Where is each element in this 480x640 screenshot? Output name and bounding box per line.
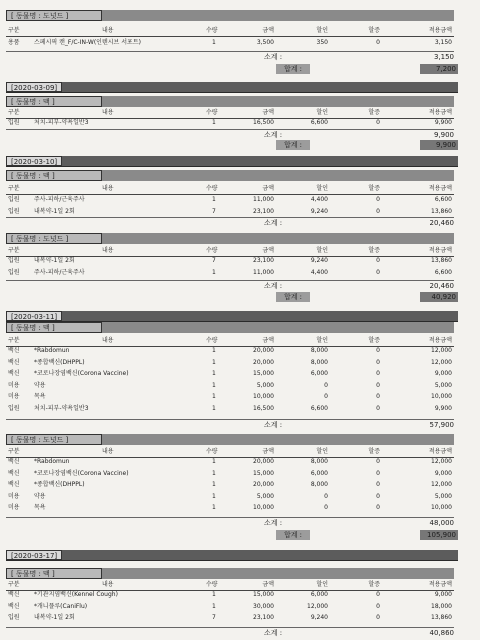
item-amount: 20,000 bbox=[253, 481, 274, 488]
item-qty: 7 bbox=[212, 614, 216, 621]
item-final: 13,860 bbox=[431, 207, 452, 215]
line-item-row bbox=[6, 492, 454, 502]
animal-name-bar bbox=[6, 96, 454, 107]
animal-name-bar bbox=[6, 434, 454, 445]
item-qty: 1 bbox=[212, 393, 216, 400]
item-name: 약용 bbox=[34, 492, 46, 500]
date-label: [2020-03-11] bbox=[6, 311, 62, 321]
header-name: 내용 bbox=[102, 247, 114, 254]
item-discount: 9,240 bbox=[310, 257, 328, 264]
header-name: 내용 bbox=[102, 109, 114, 116]
header-qty: 수량 bbox=[206, 109, 218, 116]
line-item-row bbox=[6, 404, 454, 414]
item-final: 13,860 bbox=[431, 257, 452, 264]
line-item-row bbox=[6, 346, 454, 356]
item-final: 9,900 bbox=[434, 119, 452, 126]
item-name: *Rabdomun bbox=[34, 347, 70, 354]
header-final: 적용금액 bbox=[428, 27, 452, 34]
item-type: 백신 bbox=[8, 602, 20, 610]
item-amount: 15,000 bbox=[253, 591, 274, 598]
header-name: 내용 bbox=[102, 448, 114, 455]
header-discount: 할인 bbox=[316, 448, 328, 455]
item-name: *종합백신(DHPPL) bbox=[34, 358, 85, 366]
item-name: 주사-피하/근육주사 bbox=[34, 268, 85, 276]
subtotal-label: 소계 : bbox=[264, 421, 283, 429]
subtotal-value: 40,860 bbox=[429, 629, 454, 637]
header-final: 적용금액 bbox=[428, 109, 452, 116]
header-discount: 할인 bbox=[316, 185, 328, 192]
line-item-row bbox=[6, 613, 454, 623]
item-amount: 10,000 bbox=[253, 393, 274, 400]
item-amount: 30,000 bbox=[253, 602, 274, 610]
header-type: 구분 bbox=[8, 247, 20, 254]
header-final: 적용금액 bbox=[428, 337, 452, 344]
header-surcharge: 할증 bbox=[368, 27, 380, 34]
header-discount: 할인 bbox=[316, 247, 328, 254]
header-final: 적용금액 bbox=[428, 581, 452, 588]
item-final: 12,000 bbox=[431, 481, 452, 488]
item-amount: 5,000 bbox=[256, 381, 274, 389]
item-name: 내복약-1일 2회 bbox=[34, 207, 75, 215]
item-name: 내복약-1일 2회 bbox=[34, 614, 75, 621]
item-surcharge: 0 bbox=[376, 268, 380, 276]
line-item-row bbox=[6, 195, 454, 205]
subtotal-value: 3,150 bbox=[433, 53, 454, 61]
header-type: 구분 bbox=[8, 337, 20, 344]
item-amount: 16,500 bbox=[253, 119, 274, 126]
item-type: 미용 bbox=[8, 492, 20, 500]
item-discount: 12,000 bbox=[307, 602, 328, 610]
date-label: [2020-03-09] bbox=[6, 82, 62, 92]
item-qty: 1 bbox=[212, 196, 216, 203]
header-amount: 금액 bbox=[262, 27, 274, 34]
header-discount: 할인 bbox=[316, 337, 328, 344]
item-amount: 16,500 bbox=[253, 404, 274, 412]
item-type: 백신 bbox=[8, 469, 20, 477]
item-amount: 20,000 bbox=[253, 347, 274, 354]
item-qty: 1 bbox=[212, 119, 216, 126]
animal-name-label: [ 동물명 : 맥 ] bbox=[6, 96, 102, 107]
header-type: 구분 bbox=[8, 109, 20, 116]
animal-name-label: [ 동물명 : 맥 ] bbox=[6, 322, 102, 333]
item-qty: 1 bbox=[212, 469, 216, 477]
line-item-row bbox=[6, 256, 454, 266]
item-discount: 8,000 bbox=[310, 358, 328, 366]
line-item-row bbox=[6, 457, 454, 467]
header-qty: 수량 bbox=[206, 448, 218, 455]
item-final: 18,000 bbox=[431, 602, 452, 610]
item-discount: 0 bbox=[324, 381, 328, 389]
item-name: 목욕 bbox=[34, 504, 46, 511]
header-type: 구분 bbox=[8, 581, 20, 588]
animal-name-bar bbox=[6, 170, 454, 181]
item-amount: 23,100 bbox=[253, 257, 274, 264]
line-item-row bbox=[6, 207, 454, 217]
item-name: 내복약-1일 2회 bbox=[34, 257, 75, 264]
item-surcharge: 0 bbox=[376, 358, 380, 366]
item-amount: 15,000 bbox=[253, 370, 274, 377]
header-name: 내용 bbox=[102, 337, 114, 344]
item-surcharge: 0 bbox=[376, 370, 380, 377]
column-header-row bbox=[6, 26, 454, 37]
date-header-bar bbox=[6, 82, 458, 93]
item-type: 미용 bbox=[8, 381, 20, 389]
item-surcharge: 0 bbox=[376, 381, 380, 389]
header-amount: 금액 bbox=[262, 337, 274, 344]
item-amount: 11,000 bbox=[253, 196, 274, 203]
item-surcharge: 0 bbox=[376, 257, 380, 264]
item-name: 처치-피부-약욕일반3 bbox=[34, 404, 89, 412]
item-surcharge: 0 bbox=[376, 504, 380, 511]
item-final: 6,600 bbox=[434, 268, 452, 276]
date-label: [2020-03-10] bbox=[6, 156, 62, 166]
item-final: 13,860 bbox=[431, 614, 452, 621]
item-final: 10,000 bbox=[431, 504, 452, 511]
item-final: 9,900 bbox=[434, 404, 452, 412]
item-surcharge: 0 bbox=[376, 492, 380, 500]
header-qty: 수량 bbox=[206, 247, 218, 254]
subtotal-label: 소계 : bbox=[264, 53, 283, 61]
subtotal-value: 20,460 bbox=[429, 282, 454, 290]
item-final: 12,000 bbox=[431, 358, 452, 366]
subtotal-label: 소계 : bbox=[264, 219, 283, 227]
item-qty: 1 bbox=[212, 504, 216, 511]
header-amount: 금액 bbox=[262, 185, 274, 192]
total-value: 9,900 bbox=[420, 140, 458, 150]
item-type: 용품 bbox=[8, 39, 20, 46]
item-discount: 4,400 bbox=[310, 196, 328, 203]
header-surcharge: 할증 bbox=[368, 337, 380, 344]
item-surcharge: 0 bbox=[376, 347, 380, 354]
item-surcharge: 0 bbox=[376, 207, 380, 215]
column-header-row bbox=[6, 184, 454, 195]
item-discount: 4,400 bbox=[310, 268, 328, 276]
total-value: 7,200 bbox=[420, 64, 458, 74]
item-amount: 3,500 bbox=[256, 39, 274, 46]
total-value: 105,900 bbox=[420, 530, 458, 540]
item-amount: 20,000 bbox=[253, 458, 274, 465]
total-label: 합계 : bbox=[276, 530, 310, 540]
item-qty: 1 bbox=[212, 481, 216, 488]
item-type: 입원 bbox=[8, 257, 20, 264]
item-discount: 6,600 bbox=[310, 119, 328, 126]
header-discount: 할인 bbox=[316, 581, 328, 588]
header-surcharge: 할증 bbox=[368, 185, 380, 192]
date-header-bar bbox=[6, 311, 458, 322]
item-type: 미용 bbox=[8, 393, 20, 400]
header-amount: 금액 bbox=[262, 581, 274, 588]
header-type: 구분 bbox=[8, 448, 20, 455]
item-discount: 0 bbox=[324, 504, 328, 511]
item-qty: 1 bbox=[212, 591, 216, 598]
item-final: 9,000 bbox=[434, 469, 452, 477]
date-label: [2020-03-17] bbox=[6, 550, 62, 560]
animal-name-label: [ 동물명 : 맥 ] bbox=[6, 568, 102, 579]
item-surcharge: 0 bbox=[376, 602, 380, 610]
item-final: 5,000 bbox=[434, 492, 452, 500]
total-label: 합계 : bbox=[276, 140, 310, 150]
item-type: 입원 bbox=[8, 119, 20, 126]
item-final: 3,150 bbox=[434, 39, 452, 46]
date-header-bar bbox=[6, 550, 458, 561]
item-type: 백신 bbox=[8, 370, 20, 377]
subtotal-value: 57,900 bbox=[429, 421, 454, 429]
item-qty: 7 bbox=[212, 207, 216, 215]
header-final: 적용금액 bbox=[428, 185, 452, 192]
item-name: *기관지염백신(Kennel Cough) bbox=[34, 591, 118, 598]
item-type: 백신 bbox=[8, 358, 20, 366]
header-qty: 수량 bbox=[206, 185, 218, 192]
line-item-row bbox=[6, 118, 454, 128]
item-amount: 10,000 bbox=[253, 504, 274, 511]
subtotal-value: 48,000 bbox=[429, 519, 454, 527]
item-type: 입원 bbox=[8, 614, 20, 621]
item-type: 백신 bbox=[8, 458, 20, 465]
animal-name-bar bbox=[6, 233, 454, 244]
item-discount: 9,240 bbox=[310, 614, 328, 621]
subtotal-label: 소계 : bbox=[264, 131, 283, 139]
item-final: 12,000 bbox=[431, 458, 452, 465]
subtotal-label: 소계 : bbox=[264, 519, 283, 527]
header-final: 적용금액 bbox=[428, 448, 452, 455]
item-amount: 23,100 bbox=[253, 614, 274, 621]
item-type: 백신 bbox=[8, 347, 20, 354]
item-name: 목욕 bbox=[34, 393, 46, 400]
header-discount: 할인 bbox=[316, 27, 328, 34]
item-type: 백신 bbox=[8, 481, 20, 488]
item-surcharge: 0 bbox=[376, 119, 380, 126]
item-qty: 1 bbox=[212, 458, 216, 465]
line-item-row bbox=[6, 480, 454, 490]
animal-name-label: [ 동물명 : 도넛드 ] bbox=[6, 233, 102, 244]
item-discount: 6,000 bbox=[310, 370, 328, 377]
item-type: 입원 bbox=[8, 268, 20, 276]
header-type: 구분 bbox=[8, 27, 20, 34]
animal-name-label: [ 동물명 : 맥 ] bbox=[6, 170, 102, 181]
header-amount: 금액 bbox=[262, 109, 274, 116]
item-surcharge: 0 bbox=[376, 469, 380, 477]
item-qty: 1 bbox=[212, 39, 216, 46]
item-amount: 20,000 bbox=[253, 358, 274, 366]
item-type: 입원 bbox=[8, 196, 20, 203]
line-item-row bbox=[6, 381, 454, 391]
item-name: 스페시픽 캔_F/C-IN-W(인텐시브 서포트) bbox=[34, 39, 141, 46]
item-discount: 8,000 bbox=[310, 347, 328, 354]
item-type: 입원 bbox=[8, 207, 20, 215]
header-qty: 수량 bbox=[206, 337, 218, 344]
item-discount: 0 bbox=[324, 393, 328, 400]
item-qty: 7 bbox=[212, 257, 216, 264]
animal-name-bar bbox=[6, 568, 454, 579]
header-type: 구분 bbox=[8, 185, 20, 192]
item-discount: 8,000 bbox=[310, 458, 328, 465]
item-discount: 6,000 bbox=[310, 469, 328, 477]
animal-name-label: [ 동물명 : 도넛드 ] bbox=[6, 10, 102, 21]
item-amount: 5,000 bbox=[256, 492, 274, 500]
item-discount: 8,000 bbox=[310, 481, 328, 488]
item-amount: 11,000 bbox=[253, 268, 274, 276]
line-item-row bbox=[6, 392, 454, 402]
item-type: 백신 bbox=[8, 591, 20, 598]
item-qty: 1 bbox=[212, 268, 216, 276]
subtotal-value: 9,900 bbox=[433, 131, 454, 139]
line-item-row bbox=[6, 358, 454, 368]
item-discount: 350 bbox=[316, 39, 328, 46]
line-item-row bbox=[6, 268, 454, 278]
item-qty: 1 bbox=[212, 358, 216, 366]
total-label: 합계 : bbox=[276, 292, 310, 302]
item-surcharge: 0 bbox=[376, 393, 380, 400]
item-qty: 1 bbox=[212, 381, 216, 389]
item-final: 5,000 bbox=[434, 381, 452, 389]
item-name: *코로나장염백신(Corona Vaccine) bbox=[34, 469, 129, 477]
header-name: 내용 bbox=[102, 581, 114, 588]
header-qty: 수량 bbox=[206, 581, 218, 588]
item-type: 입원 bbox=[8, 404, 20, 412]
item-final: 9,000 bbox=[434, 370, 452, 377]
subtotal-label: 소계 : bbox=[264, 282, 283, 290]
item-name: 주사-피하/근육주사 bbox=[34, 196, 85, 203]
animal-name-bar bbox=[6, 322, 454, 333]
line-item-row bbox=[6, 469, 454, 479]
item-final: 12,000 bbox=[431, 347, 452, 354]
item-name: *Rabdomun bbox=[34, 458, 70, 465]
header-name: 내용 bbox=[102, 27, 114, 34]
item-surcharge: 0 bbox=[376, 614, 380, 621]
item-name: *종합백신(DHPPL) bbox=[34, 481, 85, 488]
item-surcharge: 0 bbox=[376, 591, 380, 598]
total-label: 합계 : bbox=[276, 64, 310, 74]
item-name: *개니플루(CaniFlu) bbox=[34, 602, 88, 610]
date-header-bar bbox=[6, 156, 458, 167]
line-item-row bbox=[6, 38, 454, 48]
item-surcharge: 0 bbox=[376, 404, 380, 412]
total-value: 40,920 bbox=[420, 292, 458, 302]
item-qty: 1 bbox=[212, 492, 216, 500]
item-final: 10,000 bbox=[431, 393, 452, 400]
item-qty: 1 bbox=[212, 404, 216, 412]
subtotal-value: 20,460 bbox=[429, 219, 454, 227]
header-name: 내용 bbox=[102, 185, 114, 192]
item-qty: 1 bbox=[212, 347, 216, 354]
animal-name-bar bbox=[6, 10, 454, 21]
item-discount: 6,600 bbox=[310, 404, 328, 412]
header-discount: 할인 bbox=[316, 109, 328, 116]
item-surcharge: 0 bbox=[376, 39, 380, 46]
line-item-row bbox=[6, 503, 454, 513]
item-surcharge: 0 bbox=[376, 196, 380, 203]
line-item-row bbox=[6, 369, 454, 379]
item-final: 6,600 bbox=[434, 196, 452, 203]
header-surcharge: 할증 bbox=[368, 109, 380, 116]
item-discount: 6,000 bbox=[310, 591, 328, 598]
item-qty: 1 bbox=[212, 602, 216, 610]
item-final: 9,000 bbox=[434, 591, 452, 598]
header-amount: 금액 bbox=[262, 448, 274, 455]
header-amount: 금액 bbox=[262, 247, 274, 254]
item-qty: 1 bbox=[212, 370, 216, 377]
header-surcharge: 할증 bbox=[368, 448, 380, 455]
item-discount: 0 bbox=[324, 492, 328, 500]
item-discount: 9,240 bbox=[310, 207, 328, 215]
item-amount: 23,100 bbox=[253, 207, 274, 215]
subtotal-label: 소계 : bbox=[264, 629, 283, 637]
header-surcharge: 할증 bbox=[368, 581, 380, 588]
animal-name-label: [ 동물명 : 도넛드 ] bbox=[6, 434, 102, 445]
item-type: 미용 bbox=[8, 504, 20, 511]
header-final: 적용금액 bbox=[428, 247, 452, 254]
item-name: 처치-피부-약욕일반3 bbox=[34, 119, 89, 126]
line-item-row bbox=[6, 590, 454, 600]
line-item-row bbox=[6, 602, 454, 612]
item-surcharge: 0 bbox=[376, 481, 380, 488]
item-surcharge: 0 bbox=[376, 458, 380, 465]
item-name: *코로나장염백신(Corona Vaccine) bbox=[34, 370, 129, 377]
item-name: 약용 bbox=[34, 381, 46, 389]
header-surcharge: 할증 bbox=[368, 247, 380, 254]
item-amount: 15,000 bbox=[253, 469, 274, 477]
header-qty: 수량 bbox=[206, 27, 218, 34]
